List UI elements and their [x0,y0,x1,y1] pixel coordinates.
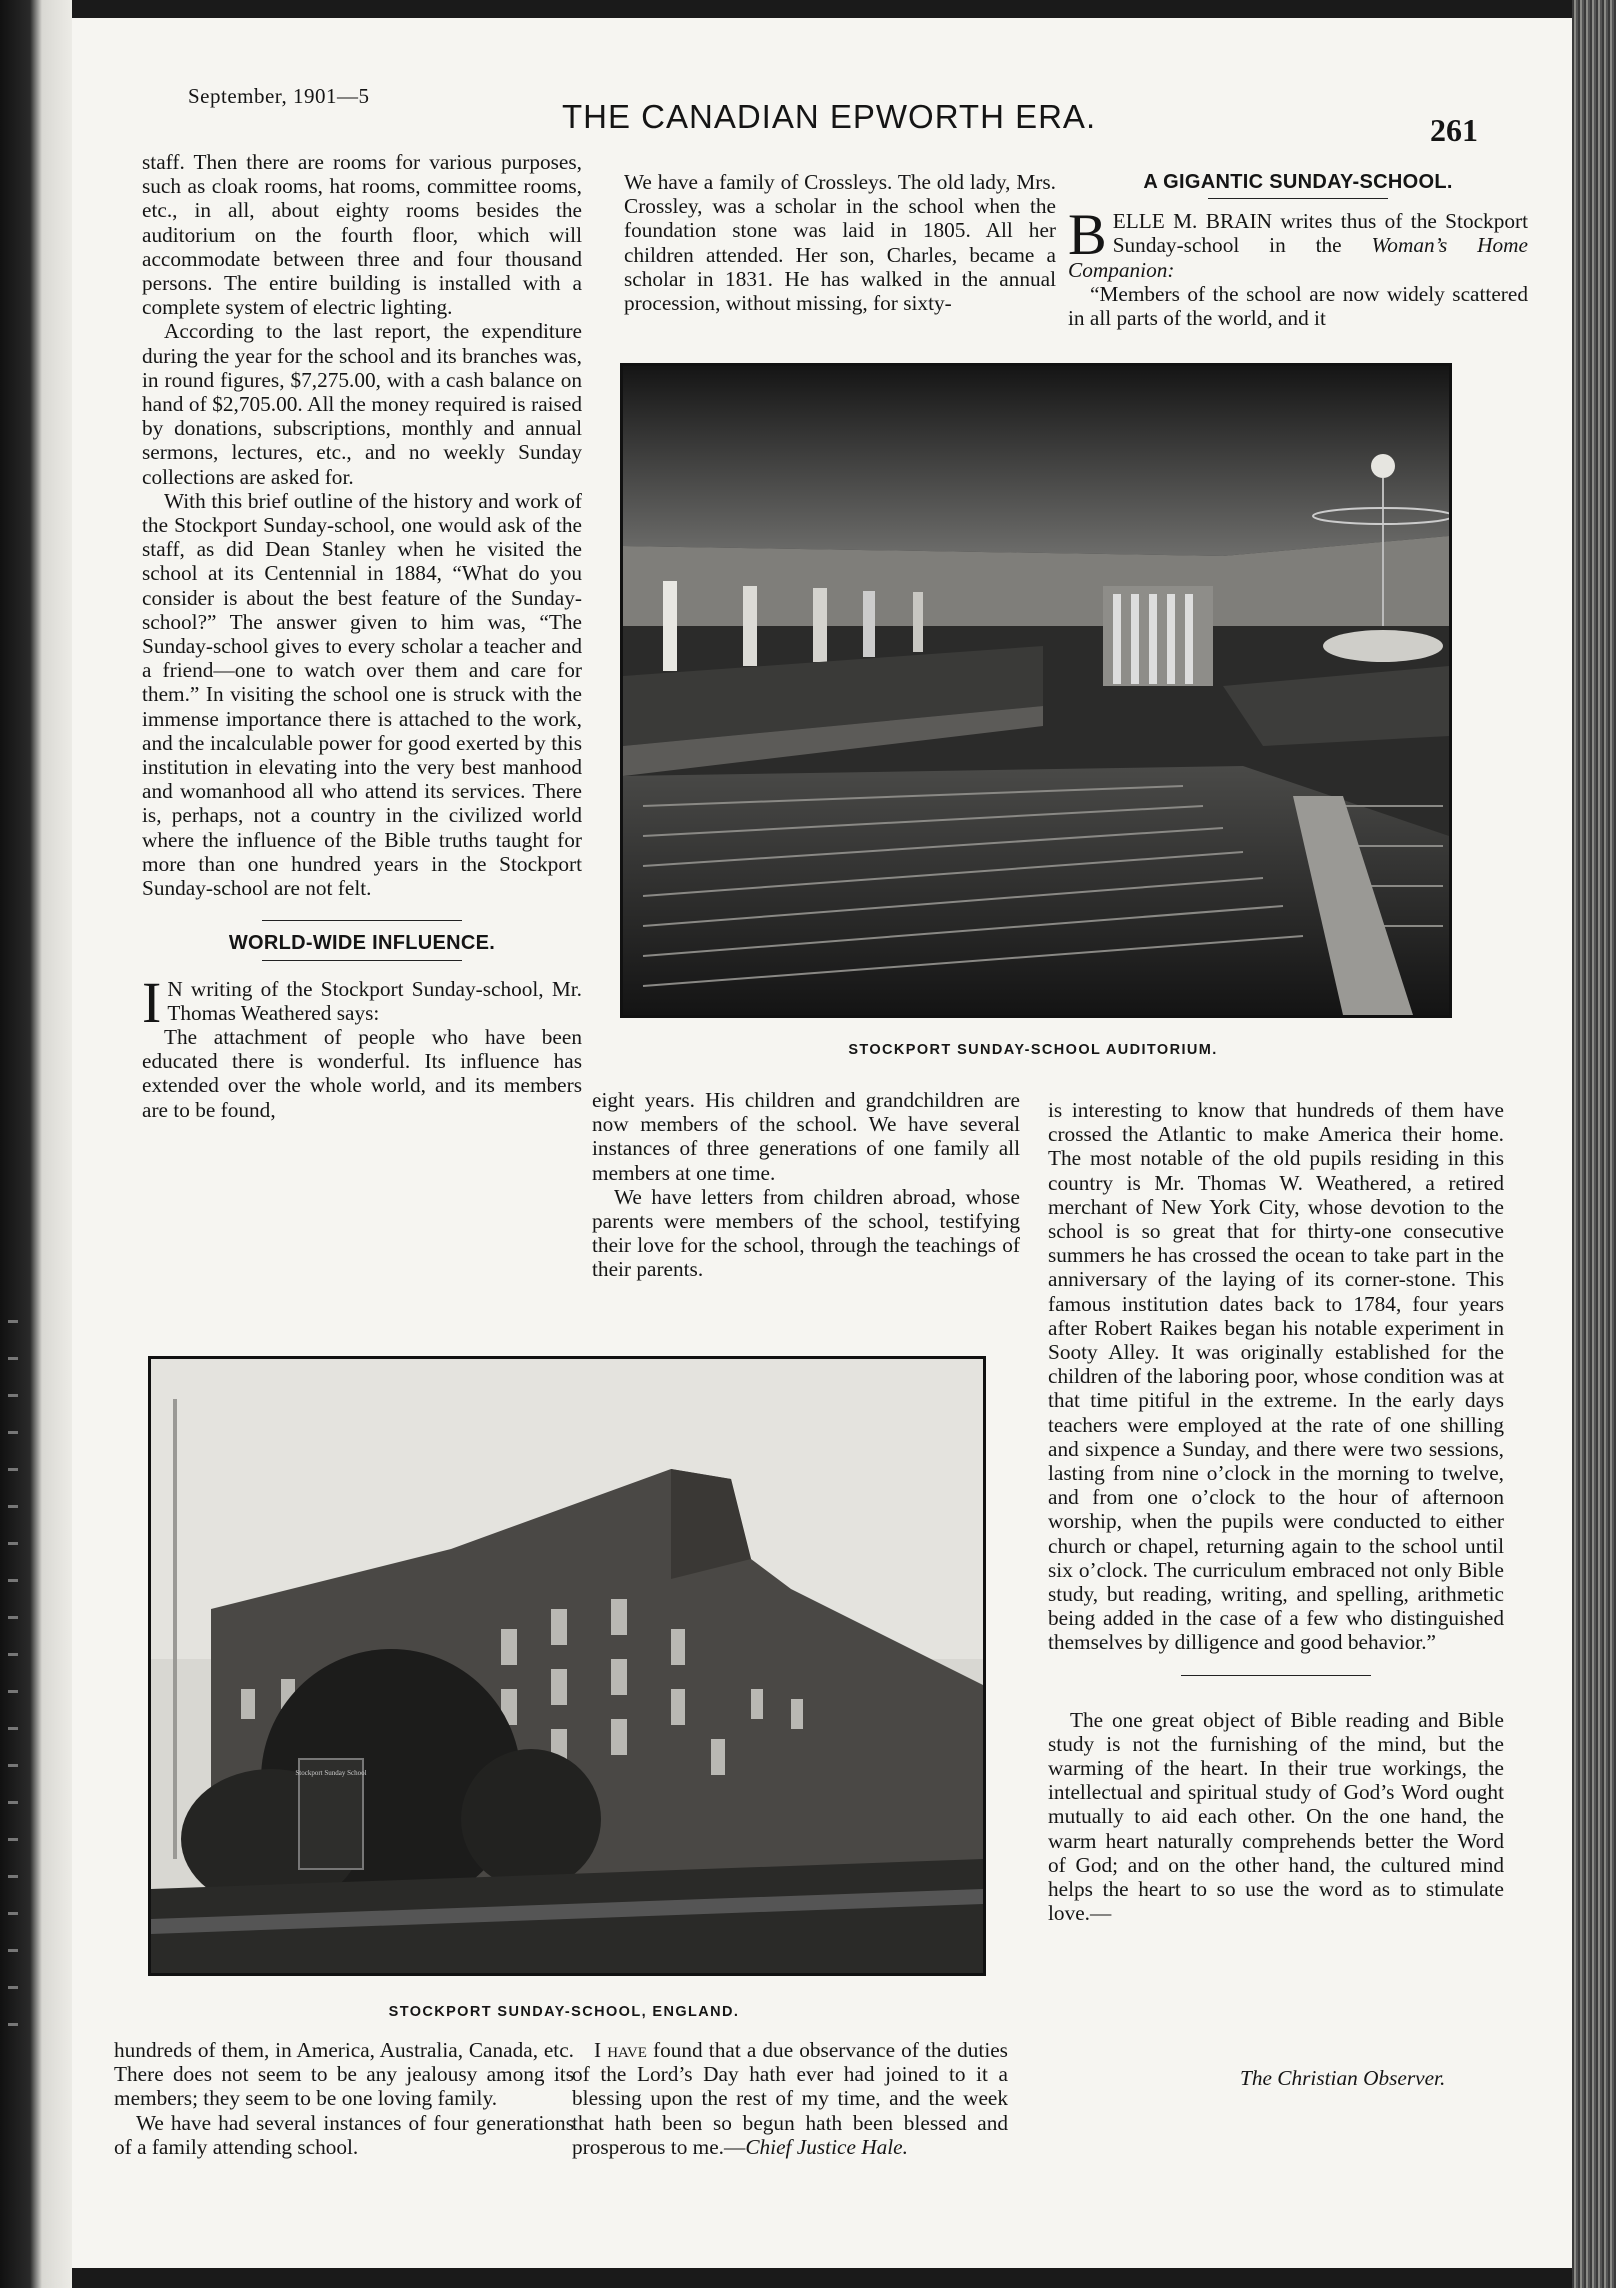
sign-text: Stockport Sunday School [295,1769,367,1777]
paragraph: ELLE M. BRAIN writes thus of the Stockport Sunday-school in the [1112,209,1528,258]
paragraph: “Members of the school are now widely scattered in all parts of the world, and it [1068,281,1528,331]
photo-caption: STOCKPORT SUNDAY-SCHOOL, ENGLAND. [388,2004,740,2020]
building-image [151,1359,983,1973]
building-photo [148,1356,986,1976]
issue-date: September, 1901—5 [188,84,370,108]
paragraph: is interesting to know that hundreds of them have crossed the Atlantic to make America their home. The most notable of the old pupils residing in this country is Mr. Thomas W. Weathered, a retired merchant of New York City, whose devotion to the school is so great that for thirty-one consecutive summers he has crossed the ocean to take part in the anniversary of the laying of its corner-stone. This famous institution dates back to 1784, four years after Robert Raikes began his notable experiment in Sooty Alley. It was originally established for the children of the laboring poor, whose condition was at that time pitiful in the extreme. In the early days teachers were employed at the rate of one shilling and sixpence a Sunday, and there were two sessions, lasting from nine o’clock in the morning to twelve, and from one o’clock to the hour of afternoon worship, when the pupils were conducted to either church or chapel, returning again to the school until six o’clock. The curriculum embraced not only Bible study, but reading, writing, and spelling, arithmetic being added in the case of a few who distinguished themselves by dilligence and good behavior.” [1048,1098,1504,1655]
attribution [1240,2066,1490,2090]
publication-title: THE CANADIAN EPWORTH ERA. [562,98,1097,135]
column-bottom-left [114,2038,574,2159]
divider [1181,1675,1371,1676]
paragraph: We have letters from children abroad, whose parents were members of the school, testifying their love for the school, through the teachings of their parents. [592,1184,1020,1282]
paragraph: According to the last report, the expenditure during the year for the school and its branches was, in round figures, $7,275.00, with a cash balance on hand of $2,705.00. All the money required is raised by donations, subscriptions, monthly and annual sermons, lectures, etc., and no weekly Sunday collections are asked for. [142,319,582,489]
paragraph: staff. Then there are rooms for various purposes, such as cloak rooms, hat rooms, committee rooms, etc., in all, about eighty rooms besides the auditorium on the fourth floor, which will accommodate between three and four thousand persons. The entire building is installed with a complete system of electric lighting. [142,150,582,320]
paragraph: We have a family of Crossleys. The old lady, Mrs. Crossley, was a scholar in the school when the foundation stone was laid in 1805. All her children attended. Her son, Charles, became a scholar in 1831. He has walked in the annual procession, without missing, for sixty- [624,170,1056,316]
binding-shadow [0,0,72,2288]
paragraph: eight years. His children and grandchildren are now members of the school. We have several instances of three generations of one family all members at one time. [592,1088,1020,1185]
paragraph: The one great object of Bible reading and Bible study is not the furnishing of the mind, but the warming of the heart. In their true workings, the intellectual and spiritual study of God’s Word ought mutually to aid each other. On the one hand, the warm heart naturally comprehends better the Word of God; and on the other hand, the cultured mind helps the heart to so use the word as to stimulate love.— [1048,1707,1504,1926]
column-middle [592,1088,1020,1282]
lead-in: I have [594,2038,647,2062]
column-bottom-middle [572,2038,1008,2159]
source-attribution: Chief Justice Hale. [745,2134,908,2159]
column-middle-top [624,170,1056,315]
column-left [142,150,582,1122]
paragraph: found that a due observance of the duties of the Lord’s Day hath ever had joined to it a blessing upon the rest of my time, and the week that hath been so begun hath been blessed and prosperous to me.— [572,2038,1008,2159]
auditorium-image [623,366,1449,1015]
adjacent-page-edge [8,1320,28,2120]
paragraph: hundreds of them, in America, Australia, Canada, etc. There does not seem to be any jealousy among its members; they seem to be one loving family. [114,2038,574,2111]
paragraph: We have had several instances of four generations of a family attending school. [114,2110,574,2159]
source-attribution: The Christian Observer. [1240,2066,1446,2090]
photo-caption: STOCKPORT SUNDAY-SCHOOL AUDITORIUM. [848,1042,1218,1058]
page-number: 261 [1430,112,1478,148]
drop-cap: I [142,969,162,1035]
paragraph: N writing of the Stockport Sunday-school, Mr. Thomas Weathered says: [167,976,582,1025]
auditorium-photo [620,363,1452,1018]
divider [1208,198,1388,199]
divider [262,960,462,961]
magazine-page [72,18,1572,2268]
section-heading: A GIGANTIC SUNDAY-SCHOOL. [1143,171,1453,193]
drop-cap: B [1068,202,1107,268]
paragraph: The attachment of people who have been educated there is wonderful. Its influence has extended over the whole world, and its members are to be found, [142,1024,582,1122]
column-right [1048,1098,1504,1926]
page-stack-edge [1572,0,1616,2288]
column-right-top [1068,170,1528,330]
section-heading: WORLD-WIDE INFLUENCE. [228,932,496,955]
divider [262,920,462,921]
magazine-name: Woman’s Home Companion: [1068,233,1529,282]
paragraph: With this brief outline of the history and work of the Stockport Sunday-school, one would ask of the staff, as did Dean Stanley when he visited the school at its Centennial in 1884, “What do you consider is about the best feature of the Sunday-school?” The answer given to him was, “The Sunday-school gives to every scholar a teacher and a friend—one to watch over them and care for them.” In visiting the school one is struck with the immense importance there is attached to the work, and the incalculable power for good exerted by this institution in elevating into the very best manhood and womanhood all who attend its services. There is, perhaps, not a country in the civilized world where the influence of the Bible truths taught for more than one hundred years in the Stockport Sunday-school are not felt. [142,488,582,901]
